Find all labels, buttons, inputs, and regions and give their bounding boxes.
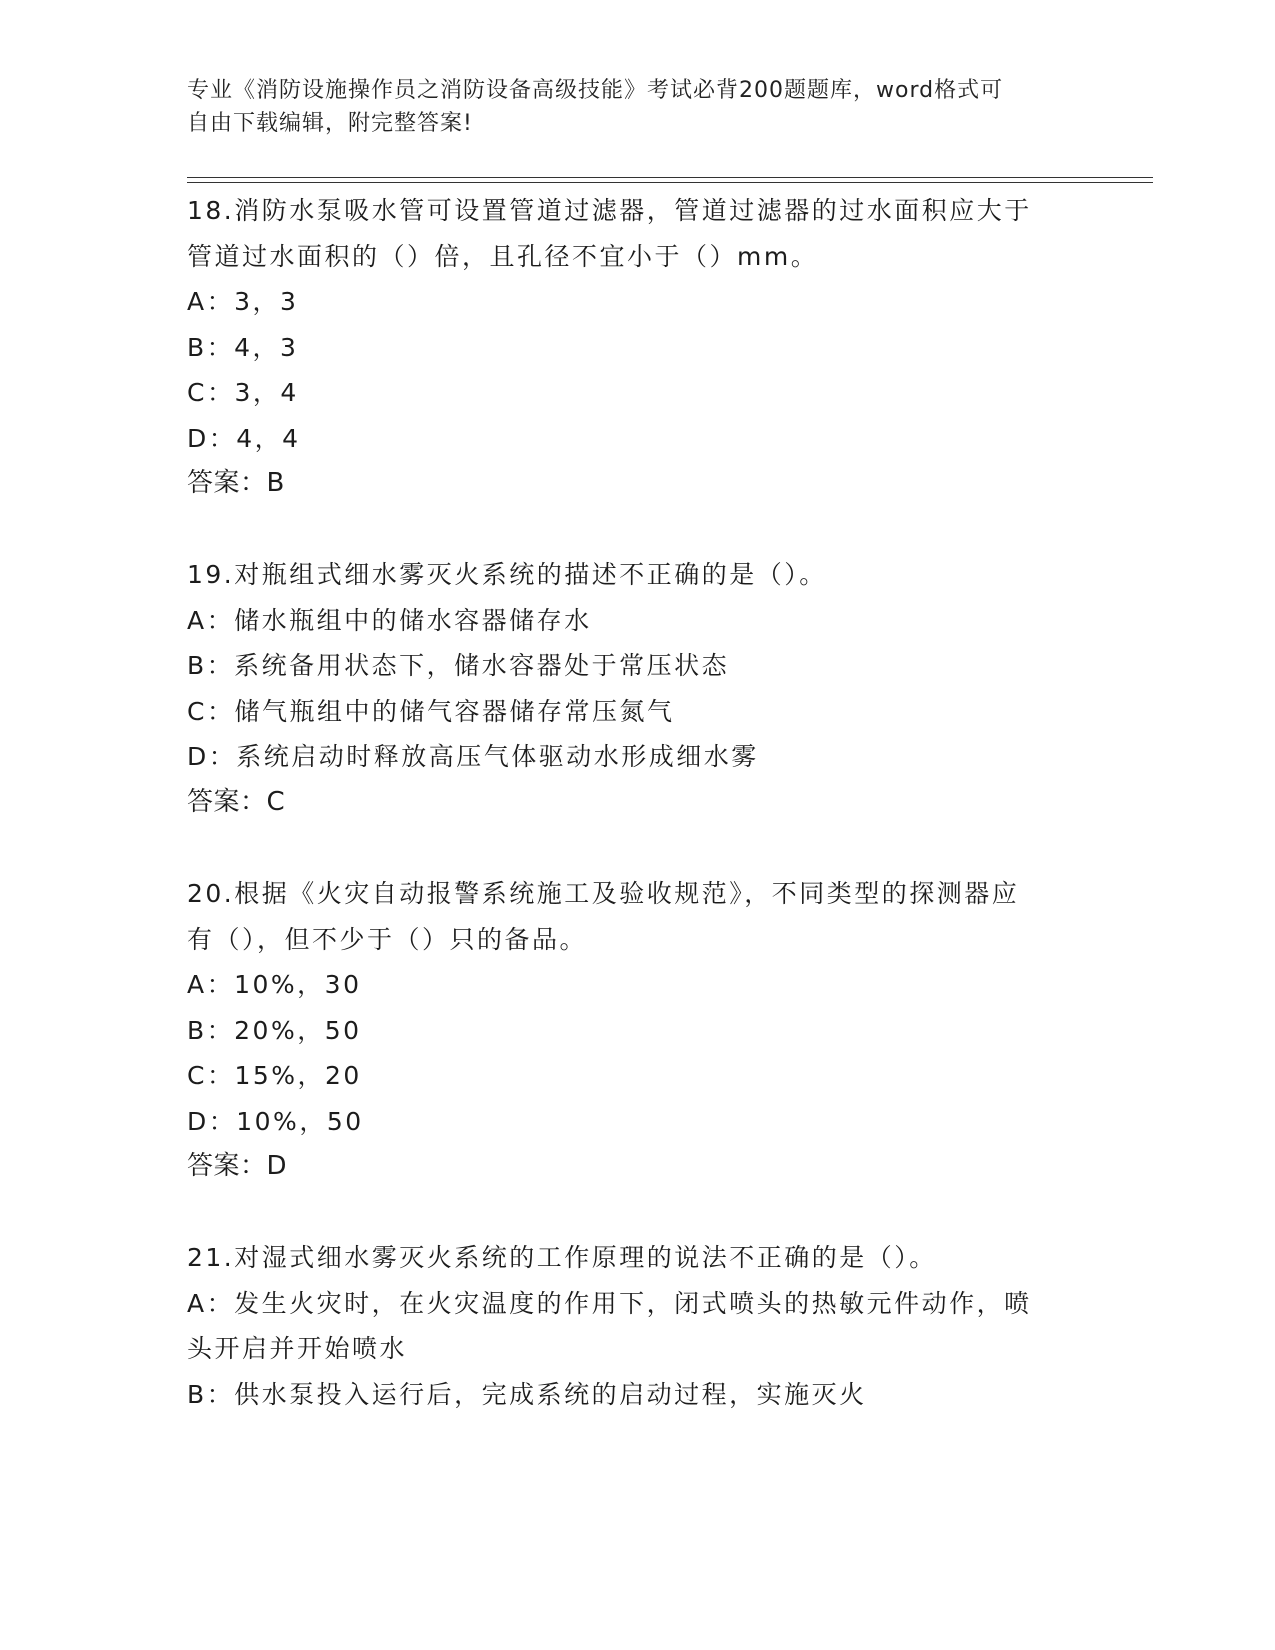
- question-stem-line: 18.消防水泵吸水管可设置管道过滤器，管道过滤器的过水面积应大于: [187, 196, 1032, 225]
- option-c: C：储气瓶组中的储气容器储存常压氮气: [187, 696, 675, 726]
- question-stem-line: 管道过水面积的（）倍，且孔径不宜小于（）mm。: [187, 241, 819, 271]
- option-b: B：供水泵投入运行后，完成系统的启动过程，实施灭火: [187, 1379, 867, 1409]
- question-20: [187, 871, 1087, 1190]
- option-b: B：系统备用状态下，储水容器处于常压状态: [187, 651, 730, 680]
- option-a: A：发生火灾时，在火灾温度的作用下，闭式喷头的热敏元件动作，喷: [187, 1288, 1032, 1318]
- answer-line: 答案：B: [187, 468, 285, 498]
- header-line-1: 专业《消防设施操作员之消防设备高级技能》考试必背200题题库，word格式可: [187, 78, 1004, 103]
- question-stem-line: 20.根据《火灾自动报警系统施工及验收规范》，不同类型的探测器应: [187, 879, 1020, 908]
- question-21: [187, 1235, 1087, 1417]
- option-d: D：系统启动时释放高压气体驱动水形成细水雾: [187, 742, 759, 771]
- question-stem-line: 19.对瓶组式细水雾灭火系统的描述不正确的是（）。: [187, 560, 827, 589]
- option-a-continued: 头开启并开始喷水: [187, 1334, 408, 1363]
- option-a: A：储水瓶组中的储水容器储存水: [187, 605, 592, 635]
- option-c: C：15%，20: [187, 1061, 362, 1090]
- header-divider-bottom: [187, 182, 1153, 183]
- option-b: B：20%，50: [187, 1015, 362, 1045]
- question-18: [187, 188, 1087, 507]
- question-stem-line: 21.对湿式细水雾灭火系统的工作原理的说法不正确的是（）。: [187, 1243, 937, 1272]
- question-stem-line: 有（），但不少于（）只的备品。: [187, 924, 588, 954]
- option-a: A：3，3: [187, 287, 299, 316]
- option-c: C：3，4: [187, 378, 299, 407]
- option-d: D：4，4: [187, 423, 301, 453]
- option-a: A：10%，30: [187, 970, 362, 999]
- header-line-2: 自由下载编辑，附完整答案!: [187, 111, 473, 136]
- option-b: B：4，3: [187, 332, 299, 362]
- answer-line: 答案：D: [187, 1151, 288, 1181]
- header-divider-top: [187, 177, 1153, 178]
- answer-line: 答案：C: [187, 786, 286, 817]
- question-19: [187, 552, 1087, 825]
- option-d: D：10%，50: [187, 1106, 364, 1136]
- document-header: [187, 74, 1087, 140]
